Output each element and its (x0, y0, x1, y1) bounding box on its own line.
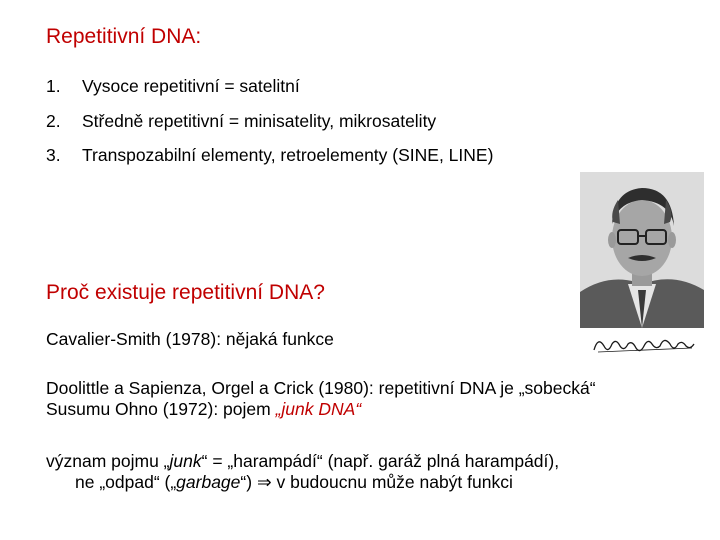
junk-dna-term: „junk DNA“ (275, 399, 362, 419)
section-heading: Proč existuje repetitivní DNA? (46, 281, 325, 304)
list-text: Středně repetitivní = minisatelity, mikrosatelity (82, 111, 437, 131)
list-item (46, 76, 300, 97)
junk-term: junk (169, 451, 202, 471)
meaning-line-2 (75, 472, 513, 493)
list-text: Vysoce repetitivní = satelitní (82, 76, 300, 96)
list-text: Transpozabilní elementy, retroelementy (SINE, LINE) (82, 145, 494, 165)
list-number: 1. (46, 76, 61, 96)
portrait-photo (580, 172, 704, 328)
ohno-prefix: Susumu Ohno (1972): pojem (46, 399, 276, 419)
meaning-text: “ = „harampádí“ (např. garáž plná harampádí), (201, 451, 560, 471)
signature (592, 332, 696, 358)
list-item (46, 111, 436, 132)
implies-arrow-icon: ⇒ (256, 472, 272, 492)
cavalier-line: Cavalier-Smith (1978): nějaká funkce (46, 329, 334, 349)
meaning-text: v budoucnu může nabýt funkci (271, 472, 513, 492)
list-number: 3. (46, 145, 61, 165)
slide-title: Repetitivní DNA: (46, 25, 202, 48)
list-number: 2. (46, 111, 61, 131)
doolittle-line: Doolittle a Sapienza, Orgel a Crick (1980): repetitivní DNA je „sobecká“ (46, 378, 596, 398)
meaning-text: “) (240, 472, 257, 492)
portrait-illustration (580, 172, 704, 328)
meaning-text: význam pojmu „ (46, 451, 170, 471)
garbage-term: garbage (176, 472, 241, 492)
meaning-line-1 (46, 451, 559, 472)
list-item (46, 145, 493, 166)
meaning-text: ne „odpad“ („ (75, 472, 177, 492)
ohno-line (46, 399, 361, 420)
